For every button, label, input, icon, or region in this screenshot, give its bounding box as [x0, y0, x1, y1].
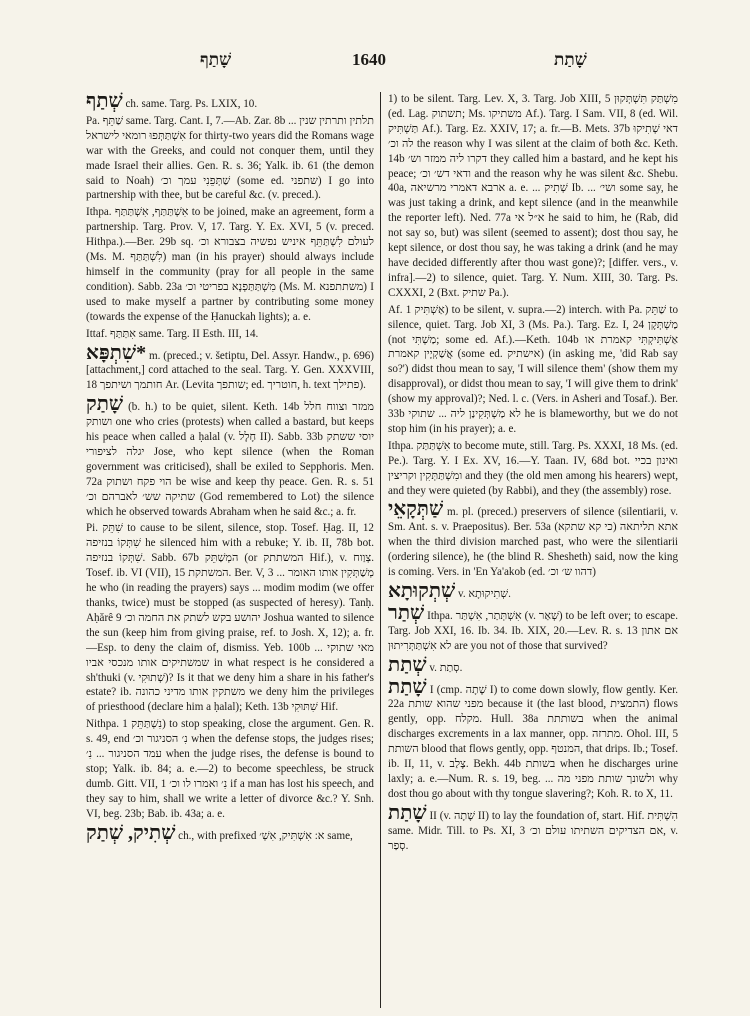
entry-text: m. pl. (preced.) preservers of silence (silentiarii, v. Sm. Ant. s. v. Praepositus). Ber. 53a אתא תליתאה (כי קא שתקא) when the third division marched past, who were the silentiarii (ordering silence), he (the blind R. Shesheth) said, now the king is coming. Vers. in 'En Ya'akob (ed. דהוו ש׳ וכ׳): [388, 506, 678, 579]
dictionary-entry: [388, 303, 678, 437]
running-header: [0, 44, 750, 74]
entry-headword: שְׁתְקוּתָא: [388, 580, 456, 602]
entry-text: ch., with prefixed א: אִשְׁתִּיק, אִשְׁ׳ same,: [178, 829, 353, 842]
entry-text: v. שְׁתִיקוּתָא.: [458, 588, 511, 600]
entry-text: Nithpa. נִשְׁתַּתֵּק 1) to stop speaking, close the argument. Gen. R. s. 49, end נִ׳ הסניגור וכ׳ when the defense stops, the judges rises; עמד הסניגור ... נִ׳ when the judge rises, the defense is bound to stop; Yalk. ib. 84; a. e.—2) to become speechless, be struck dumb. Gitt. VII, 1 נִ׳ ואמרו לו וכ׳ if a man has lost his speech, and they say to him, shall we write a letter of divorce &c.? Y. Snh. VI, beg. 23b; Bab. ib. 43a; a. e.: [86, 718, 374, 820]
column-divider: [380, 92, 381, 1008]
entry-text: Ittaf. אִתַּתַּף same. Targ. II Esth. III, 14.: [86, 327, 259, 340]
dictionary-entry: [388, 653, 678, 676]
dictionary-entry: [86, 341, 374, 394]
left-column: [86, 92, 374, 1010]
dictionary-entry: [388, 675, 678, 802]
entry-text: Pa. שַׁתֵּף same. Targ. Cant. I, 7.—Ab. Zar. 8b ... תלתין ותרתין שנין אִשְׁתַּתְּפוּ רומאי לישראל for thirty-two years did the Romans wage war with the Greeks, and could not conquer them, until they made Israel their allies. Gen. R. s. 36; Yalk. ib. 61 (the demon said to Noah) שַׁתְּפֵנִי עמך וכ׳ (some ed. שתפני) I go into partnership with thee, but be careful &c. (v. preced.).: [86, 114, 374, 202]
entry-text: Af. אַשְׁתִּיק 1) to be silent, v. supra.—2) interch. with Pa. שַׁתֵּק to silence, quiet. Targ. Job XI, 3 (Ms. Pa.). Targ. Ez. I, 24 מַשְׁתְּקָן (not מַשְׁתִּי; some ed. Af.).—Keth. 104b אַשְׁתִּיקְתִּי קאמרת או אֲשַׁקְיָין קאמרת (some ed. אישתיק) (in asking me, 'did Rab say so?') didst thou mean to say, 'I will silence them' (show them my disapproval), or didst thou mean to say, 'I will give them to drink' (show my approval)?; Ned. l. c. (Vers. in Asheri and Tosaf.). Ber. 33b לא מַשְׁתְּקִינַן ליה ... שתוקי he is blameworthy, but we do not stop him (in his prayer); a. e.: [388, 303, 678, 435]
dictionary-entry: [86, 92, 374, 112]
entry-text: Ithpa. אִשְׁתַּתַּק to become mute, still. Targ. Ps. XXXI, 18 Ms. (ed. Pe.). Targ. Y. I Ex. XV, 16.—Y. Taan. IV, 68d bot. ואינון בכיי ומִשְׁתַּתְּקִין וקריצין and they (the old men among his hearers) wept, and they were quieted (by Rabbi), and they (the assembly) rose.: [388, 439, 678, 497]
entry-headword: שְׁתַת: [388, 653, 427, 676]
dictionary-entry: [86, 205, 374, 324]
dictionary-entry: [388, 582, 678, 602]
entry-text: Pi. שִׁתֵּק to cause to be silent, silence, stop. Tosef. Ḥag. II, 12 שִׁתְּקוֹ בנזיפה he silenced him with a rebuke; Y. ib. II, 78b bot. שִׁתְּקוֹ בנזיפה. Sabb. 67b המְשַׁתֵּק (or המשתתק Hif.), v. צְוַוח. Tosef. ib. VI (VII), 15 המשתקת. Ber. V, 3 ... מְשַׁתְּקִין אותו האומר he who (in reading the prayers) says ... modim modim (we offer thanks, twice) must be stopped (as suspected of heresy). Tanḥ. Aḥărê 9 יהושע בקש לשתק את החמה וכ׳ Joshua wanted to silence the sun (keep him from giving praise, ref. to Josh. X, 12); a. fr.—Esp. to deny the claim of, dismiss. Yeb. 100b ... מאי שתוקי שמשתיקים אותו מנכסי אביו in what respect is he considered a sh'thuki (v. שְׁתוּקִי)? Is it that we deny him a share in his father's estate? ib. משתקין אותו מדיני כהונה we deny him the privileges of priesthood (declare him a ḥalal); Keth. 13b שִׁתּוּקִי Hif.: [86, 522, 374, 714]
entry-headword: שָׁתַת: [388, 801, 427, 824]
entry-headword: שְׁתַף: [86, 92, 123, 112]
entry-text: I (cmp. שָׁתָה I) to come down slowly, flow gently. Ker. 22a מפני שהוא שותת because it (the last blood, התמצית) flows gently, opp. מקלח. Hull. 38a בשותתת when the animal discharges excrements in a lax manner, opp. מתרזה. Ohol. III, 5 השותת blood that flows gently, opp. המנטף, that drips. Ib.; Tosef. ib. II, 11, v. צָלַב. Bekh. 44b בשותת when he discharges urine laxly; a. e.—Num. R. s. 19, beg. ... ולשונך שותת מפני מה why dost thou go about with thy tongue slavering?; Koh. R. to X, 11.: [388, 683, 678, 800]
dictionary-entry: [388, 500, 678, 580]
entry-headword: שְׁתַר: [388, 601, 425, 624]
entry-text: v. סְתַת.: [429, 661, 463, 674]
dictionary-entry: [86, 395, 374, 519]
header-left-word: שָׁתַף: [200, 50, 232, 70]
entry-text: 1) to be silent. Targ. Lev. X, 3. Targ. Job XIII, 5 מִשְׁתַּק תִּשְׁתְּקוּן (ed. Lag. תשתוק; Ms. משתיקו Af.). Targ. I Sam. VII, 8 (ed. Wil. תַּשְׁתִּיק Af.). Targ. Ez. XXIV, 17; a. fr.—B. Mets. 37b דאי שְׁתִיקוּ לה וכ׳ the reason why I was silent at the claim of both &c. Keth. 14b דקרו ליה ממזר וש׳ they called him a bastard, and he kept his peace; ודאי דש׳ וכ׳ and the reason why he was silent &c. Shebu. 40a, ארבא דאמרי מרשיאה a. e. ... שְׁתִיק Ib. ... ושי׳ some say, he was just taking a drink, and kept silence (and in the meanwhile the reporter left). Ned. 77a א״ל אי he said to him, he (Rab, did not say so, but) was silent (seemed to assent); dost thou say, he kept silence, or dost thou say, he was taking a drink (and he may have decided differently after thou wast gone)?; [differ. vers., v. infra].—2) to silence, quiet. Targ. Y. Num. XIII, 30. Targ. Ps. CXXXI, 2 (Bxt. שתיק Pa.).: [388, 93, 678, 299]
entry-text: m. (preced.; v. šetiptu, Del. Assyr. Handw., p. 696) [attachment,] cord attached to the seal. Targ. Y. Gen. XXXVIII, 18 חותמך ושיתפך Ar. (Levita שותפך; ed. חוטריך, h. text פתילך).: [86, 349, 374, 392]
header-right-word: שָׁתַת: [554, 50, 587, 70]
entry-text: Ithpa. אִשְׁתְּתַר, אִשְׁתַּר (v. שְׁאַר) to be left over; to escape. Targ. Job XXI, 16. Ib. 34. Ib. XIX, 20.—Lev. R. s. 13 אם אתון לא אִשְׁתַּתְּרִיתוּן are you not of those that survived?: [388, 609, 678, 652]
dictionary-entry: [86, 717, 374, 821]
entry-headword: שָׁתַק: [86, 393, 124, 416]
entry-text: (b. h.) to be quiet, silent. Keth. 14b ממזר וצווח חלל ושותק one who cries (protests) when called a bastard, but keeps his peace when called a ḥalal (v. חָלָל II). Sabb. 33b יוסי ששתק יגלה לציפורי Jose, who kept silence (when the Roman government was criticised), shall be exiled to Sepphoris. Men. 72a הוי פקח ושתוק be wise and keep thy peace. Gen. R. s. 51 שתיקה שש׳ לאברהם וכ׳ (God remembered to Lot) the silence which he observed towards Abraham when he said &c.; a. fr.: [86, 401, 374, 518]
entry-headword: שְׁתִיק, שְׁתַק: [86, 821, 176, 844]
entry-text: II (v. שָׁתָה II) to lay the foundation of, start. Hif. הִשְׁתִּית same. Midr. Till. to Ps. XI, 3 אם הצדיקים השתיתו עולם וכ׳, v. סְפַר.: [388, 809, 678, 852]
dictionary-entry: [86, 521, 374, 715]
entry-headword: *שִׁתְפָּא: [86, 341, 147, 364]
entry-text: Ithpa. אִשְׁתַּתַּף, אִשְׁתַּתַּף to be joined, make an agreement, form a partnership. Targ. Prov. V, 17. Targ. Y. Ex. XVI, 5 (v. preced. Hithpa.).—Ber. 29b sq. לעולם לִשְׁתַּתֵּף איניש נפשיה בצבורא וכ׳ (Ms. M. לִשְׁתַּתַּף) man (in his prayer) should always include himself in the community (pray for all people in the same condition). Sabb. 23a מִשְׁתַּתַּפְנָא בפריטי וכ׳ (Ms. M. משתתפנא) I used to make myself a partner by contributing some money (towards the expense of the Ḥanuckah lights); a. e.: [86, 206, 374, 323]
dictionary-entry: [86, 821, 374, 844]
page-number: 1640: [352, 50, 386, 69]
entry-text: ch. same. Targ. Ps. LXIX, 10.: [125, 98, 258, 110]
right-column: [388, 92, 678, 1010]
dictionary-entry: [86, 114, 374, 203]
dictionary-entry: [388, 439, 678, 499]
dictionary-entry: [388, 92, 678, 301]
entry-headword: שָׁתַת: [388, 675, 427, 698]
dictionary-entry: [388, 601, 678, 654]
dictionary-entry: [86, 327, 374, 342]
entry-headword: שַׁתְּקָאֵי: [388, 498, 444, 521]
dictionary-entry: [388, 801, 678, 854]
